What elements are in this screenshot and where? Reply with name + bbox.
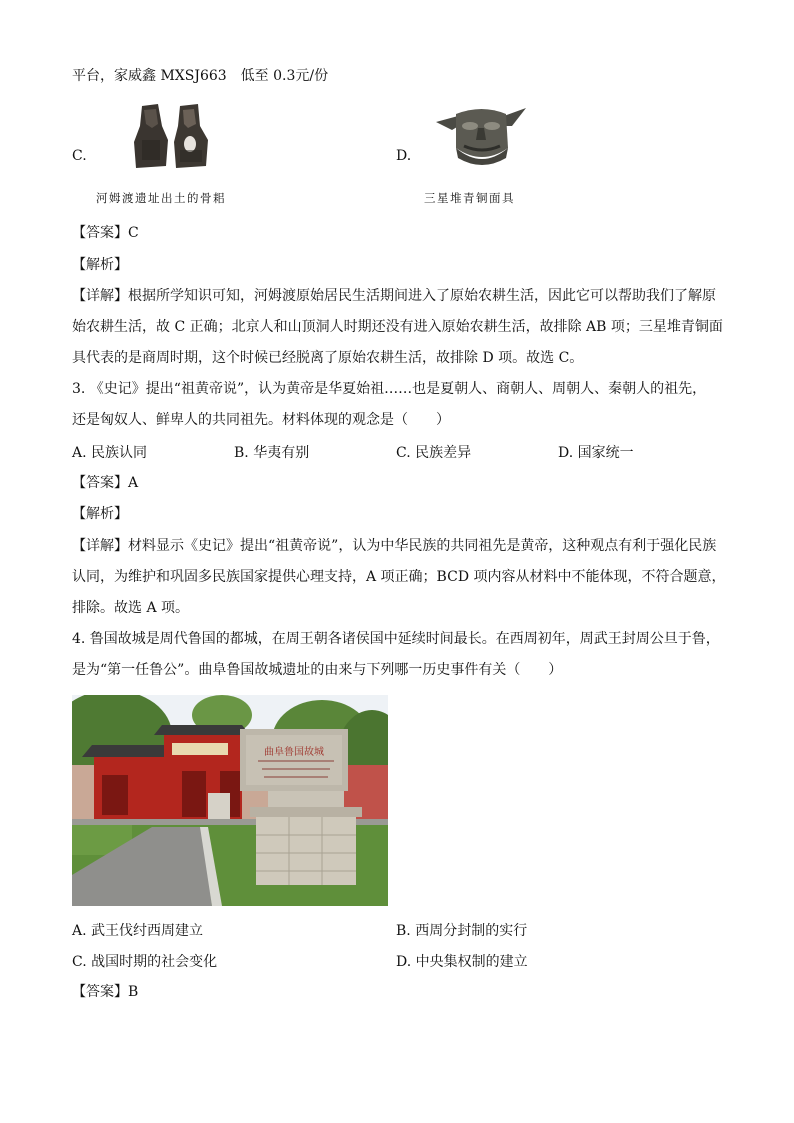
- q4-option-a: A. 武王伐纣西周建立: [72, 923, 204, 939]
- q3-detail-line: 排除。故选 A 项。: [72, 600, 190, 616]
- option-c-letter: C.: [72, 148, 87, 164]
- q2-answer: 【答案】C: [72, 225, 139, 241]
- q3-stem-line: 3. 《史记》提出“祖黄帝说”，认为黄帝是华夏始祖……也是夏朝人、商朝人、周朝人、秦朝人的祖先，: [72, 381, 707, 397]
- q2-detail-line: 【详解】根据所学知识可知，河姆渡原始居民生活期间进入了原始农耕生活，因此它可以帮助我们了解原: [72, 288, 716, 304]
- bronze-mask-image: [432, 100, 530, 170]
- q2-analysis-label: 【解析】: [72, 257, 128, 273]
- q2-detail-line: 具代表的是商周时期，这个时候已经脱离了原始农耕生活，故排除 D 项。故选 C。: [72, 350, 584, 366]
- q3-answer: 【答案】A: [72, 475, 139, 491]
- stele-text: 曲阜鲁国故城: [264, 747, 324, 758]
- q3-stem-line: 还是匈奴人、鲜卑人的共同祖先。材料体现的观念是（ ）: [72, 412, 450, 428]
- q4-option-b: B. 西周分封制的实行: [396, 923, 528, 939]
- q4-option-d: D. 中央集权制的建立: [396, 954, 528, 970]
- option-d-letter: D.: [396, 148, 412, 164]
- q4-option-c: C. 战国时期的社会变化: [72, 954, 218, 970]
- q4-stem-line: 4. 鲁国故城是周代鲁国的都城，在周王朝各诸侯国中延续时间最长。在西周初年，周武王封周公旦于鲁，: [72, 631, 720, 647]
- q3-option-a: A. 民族认同: [72, 445, 148, 461]
- header-note: 平台，家威鑫 MXSJ663 低至 0.3元/份: [72, 68, 329, 84]
- q4-stem-line: 是为“第一任鲁公”。曲阜鲁国故城遗址的由来与下列哪一历史事件有关（ ）: [72, 662, 563, 678]
- lu-ancient-city-photo: [72, 695, 388, 906]
- q3-option-d: D. 国家统一: [558, 445, 634, 461]
- q3-option-b: B. 华夷有别: [234, 445, 310, 461]
- q3-detail-line: 认同，为维护和巩固多民族国家提供心理支持，A 项正确；BCD 项内容从材料中不能体现，不符合题意，: [72, 569, 726, 585]
- bone-spade-image: [128, 100, 218, 172]
- q3-detail-line: 【详解】材料显示《史记》提出“祖黄帝说”，认为中华民族的共同祖先是黄帝，这种观点有利于强化民族: [72, 538, 717, 554]
- q4-answer: 【答案】B: [72, 984, 139, 1000]
- q3-analysis-label: 【解析】: [72, 506, 128, 522]
- option-c-caption: 河姆渡遗址出土的骨耜: [96, 191, 226, 205]
- option-d-caption: 三星堆青铜面具: [424, 191, 515, 205]
- q2-detail-line: 始农耕生活，故 C 正确；北京人和山顶洞人时期还没有进入原始农耕生活，故排除 AB 项；三星堆青铜面: [72, 319, 723, 335]
- q3-option-c: C. 民族差异: [396, 445, 472, 461]
